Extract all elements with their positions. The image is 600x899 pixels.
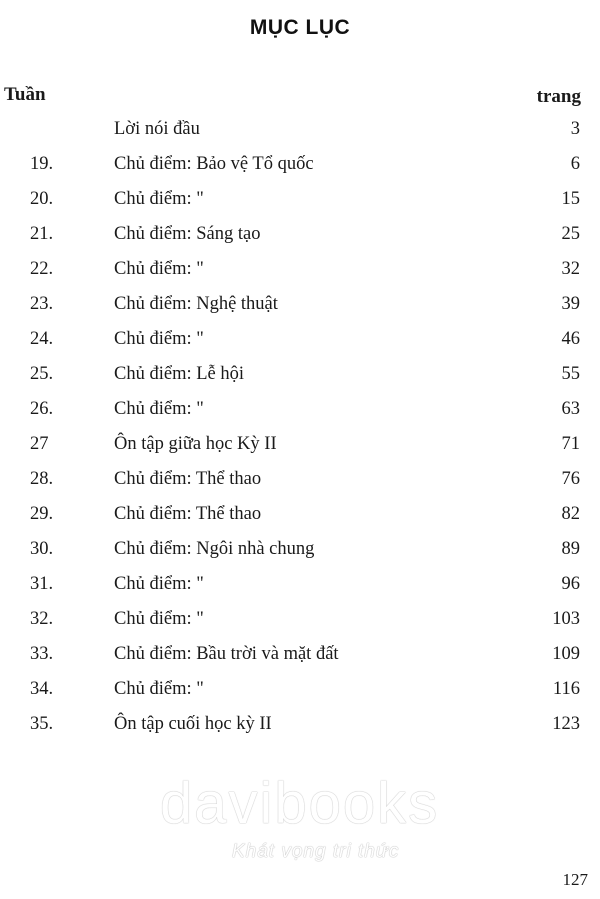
- toc-topic: Chủ điểm: ": [114, 679, 204, 699]
- toc-topic: Chủ điểm: Nghệ thuật: [114, 294, 278, 314]
- toc-page: 103: [552, 609, 580, 629]
- toc-page: 89: [561, 539, 580, 559]
- toc-row: [0, 322, 600, 357]
- toc-row: [0, 497, 600, 532]
- toc-row: [0, 567, 600, 602]
- toc-page: 116: [552, 679, 580, 699]
- toc-week: 34.: [30, 679, 54, 699]
- page-title: MỤC LỤC: [249, 16, 351, 39]
- toc-row: [0, 427, 600, 462]
- toc-page: 82: [561, 504, 580, 524]
- toc-page: 3: [570, 119, 580, 139]
- toc-topic: Chủ điểm: ": [114, 399, 204, 419]
- toc-topic: Chủ điểm: Thể thao: [114, 469, 262, 489]
- toc-page: 55: [561, 364, 580, 384]
- toc-row: [0, 602, 600, 637]
- toc-topic: Chủ điểm: ": [114, 189, 204, 209]
- toc-topic: Chủ điểm: ": [114, 609, 204, 629]
- table-of-contents: [0, 112, 600, 742]
- toc-page: 109: [552, 644, 580, 664]
- toc-week: 24.: [30, 329, 54, 349]
- toc-topic: Chủ điểm: Lễ hội: [114, 364, 244, 384]
- toc-week: 25.: [30, 364, 54, 384]
- toc-topic: Chủ điểm: Thể thao: [114, 504, 262, 524]
- toc-page: 71: [561, 434, 580, 454]
- toc-week: 19.: [30, 154, 54, 174]
- toc-page: 63: [561, 399, 580, 419]
- toc-row: [0, 392, 600, 427]
- toc-week: 35.: [30, 714, 54, 734]
- toc-topic: Chủ điểm: ": [114, 574, 204, 594]
- toc-week: 22.: [30, 259, 54, 279]
- toc-page: 123: [552, 714, 580, 734]
- toc-week: 26.: [30, 399, 54, 419]
- page-column-header: trang: [536, 86, 581, 107]
- toc-topic: Ôn tập giữa học Kỳ II: [114, 434, 277, 454]
- toc-topic: Chủ điểm: Sáng tạo: [114, 224, 261, 244]
- toc-row: [0, 462, 600, 497]
- toc-week: 33.: [30, 644, 54, 664]
- toc-week: 30.: [30, 539, 54, 559]
- toc-week: 27: [30, 434, 49, 454]
- toc-topic: Lời nói đầu: [114, 119, 200, 139]
- toc-row: [0, 637, 600, 672]
- toc-week: 21.: [30, 224, 54, 244]
- toc-week: 20.: [30, 189, 54, 209]
- toc-row: [0, 147, 600, 182]
- toc-week: 32.: [30, 609, 54, 629]
- toc-page: 25: [561, 224, 580, 244]
- page-number: 127: [562, 870, 588, 889]
- toc-page: 46: [561, 329, 580, 349]
- toc-page: 76: [561, 469, 580, 489]
- toc-page: 39: [561, 294, 580, 314]
- week-column-header: Tuần: [4, 84, 46, 105]
- toc-row: [0, 357, 600, 392]
- toc-week: 28.: [30, 469, 54, 489]
- toc-week: 29.: [30, 504, 54, 524]
- watermark-tagline: Khát vọng tri thức: [232, 841, 400, 862]
- toc-week: 31.: [30, 574, 54, 594]
- toc-page: 6: [570, 154, 580, 174]
- toc-topic: Chủ điểm: ": [114, 259, 204, 279]
- toc-page: 32: [561, 259, 580, 279]
- toc-row: [0, 252, 600, 287]
- toc-row: [0, 182, 600, 217]
- toc-row: [0, 707, 600, 742]
- toc-row: [0, 217, 600, 252]
- watermark-brand: davibooks: [160, 771, 440, 836]
- toc-row: [0, 672, 600, 707]
- toc-topic: Chủ điểm: Bầu trời và mặt đất: [114, 644, 339, 664]
- toc-page: 15: [561, 189, 580, 209]
- toc-week: 23.: [30, 294, 54, 314]
- toc-topic: Ôn tập cuối học kỳ II: [114, 714, 272, 734]
- toc-topic: Chủ điểm: Ngôi nhà chung: [114, 539, 315, 559]
- toc-topic: Chủ điểm: Bảo vệ Tổ quốc: [114, 154, 314, 174]
- toc-topic: Chủ điểm: ": [114, 329, 204, 349]
- toc-row: [0, 287, 600, 322]
- toc-row: [0, 112, 600, 147]
- toc-page: 96: [561, 574, 580, 594]
- toc-row: [0, 532, 600, 567]
